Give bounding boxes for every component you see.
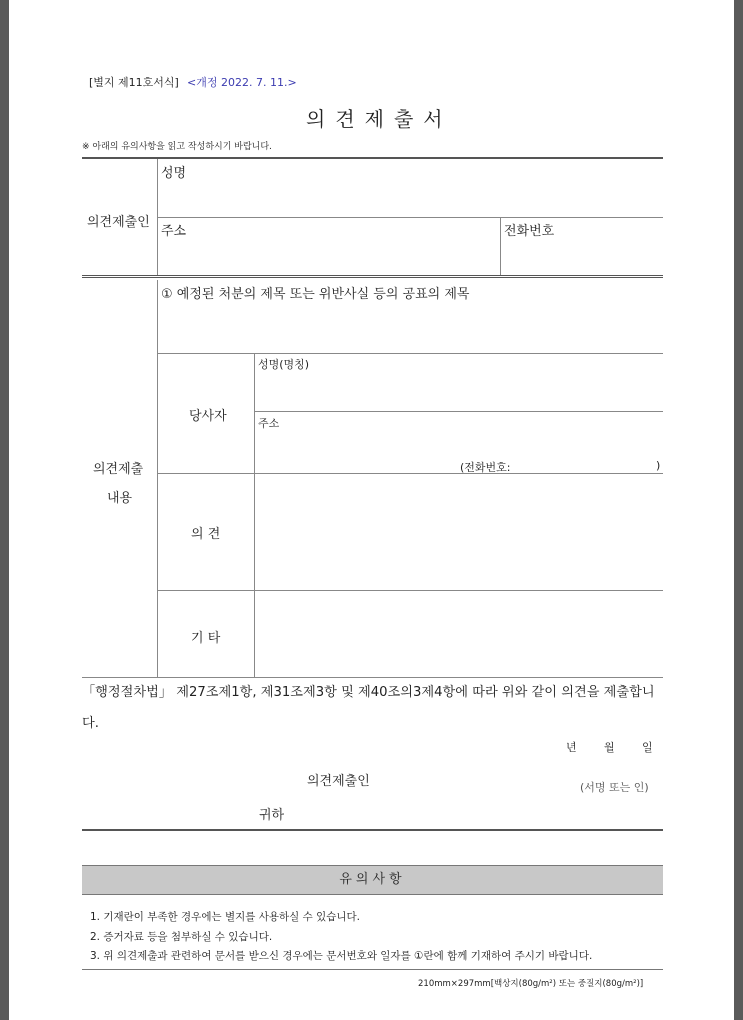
section-separator	[82, 275, 663, 278]
page-title: 의견제출서	[306, 107, 453, 131]
declaration-text: 「행정절차법」 제27조제1항, 제31조제3항 및 제40조의3제4항에 따라 위와 같이 의견을 제출합니	[82, 685, 655, 700]
other-label: 기 타	[191, 631, 221, 646]
form-page	[9, 0, 734, 1020]
divider	[157, 353, 663, 354]
signer-label: 의견제출인	[307, 774, 370, 789]
divider	[254, 411, 663, 412]
declaration-text-end: 다.	[82, 716, 99, 731]
revision-date: <개정 2022. 7. 11.>	[187, 76, 297, 89]
divider	[157, 217, 663, 218]
party-address-label: 주소	[258, 417, 280, 430]
content-section-label: 의견제출	[93, 462, 144, 477]
signature-label: (서명 또는 인)	[580, 781, 649, 794]
submitter-section-label: 의견제출인	[87, 215, 150, 230]
party-phone-close: )	[656, 459, 661, 472]
table-top-border	[82, 157, 663, 159]
party-phone-label: (전화번호:	[460, 461, 511, 474]
table-bottom-border	[82, 677, 663, 678]
note-item: 3. 위 의견제출과 관련하여 문서를 받으신 경우에는 문서번호와 일자를 ①란에 함께 기재하여 주시기 바랍니다.	[90, 950, 593, 962]
paper-spec: 210mm×297mm[백상지(80g/m²) 또는 중질지(80g/m²)]	[418, 979, 644, 989]
content-section-label-2: 내용	[107, 491, 133, 506]
addressee: 귀하	[259, 808, 285, 823]
divider	[500, 217, 501, 276]
declaration-bottom-border	[82, 829, 663, 831]
note-item: 1. 기재란이 부족한 경우에는 별지를 사용하실 수 있습니다.	[90, 911, 361, 923]
phone-label: 전화번호	[504, 224, 555, 239]
notes-bottom-border	[82, 969, 663, 970]
note-item: 2. 증거자료 등을 첨부하실 수 있습니다.	[90, 931, 273, 943]
date-day: 일	[642, 741, 653, 754]
notes-header: 유의사항	[82, 865, 663, 895]
divider	[254, 353, 255, 677]
name-label: 성명	[161, 166, 187, 181]
divider	[157, 590, 663, 591]
party-label: 당사자	[189, 409, 227, 424]
divider	[157, 473, 663, 474]
disposition-title-label: ① 예정된 처분의 제목 또는 위반사실 등의 공표의 제목	[161, 287, 470, 302]
date-year: 년	[566, 741, 577, 754]
opinion-label: 의 견	[191, 527, 221, 542]
instruction-text: ※ 아래의 유의사항을 읽고 작성하시기 바랍니다.	[82, 142, 272, 152]
address-label: 주소	[161, 224, 187, 239]
party-name-label: 성명(명칭)	[258, 358, 310, 371]
form-number: [별지 제11호서식]	[89, 76, 179, 89]
divider	[157, 280, 158, 677]
date-month: 월	[604, 741, 615, 754]
